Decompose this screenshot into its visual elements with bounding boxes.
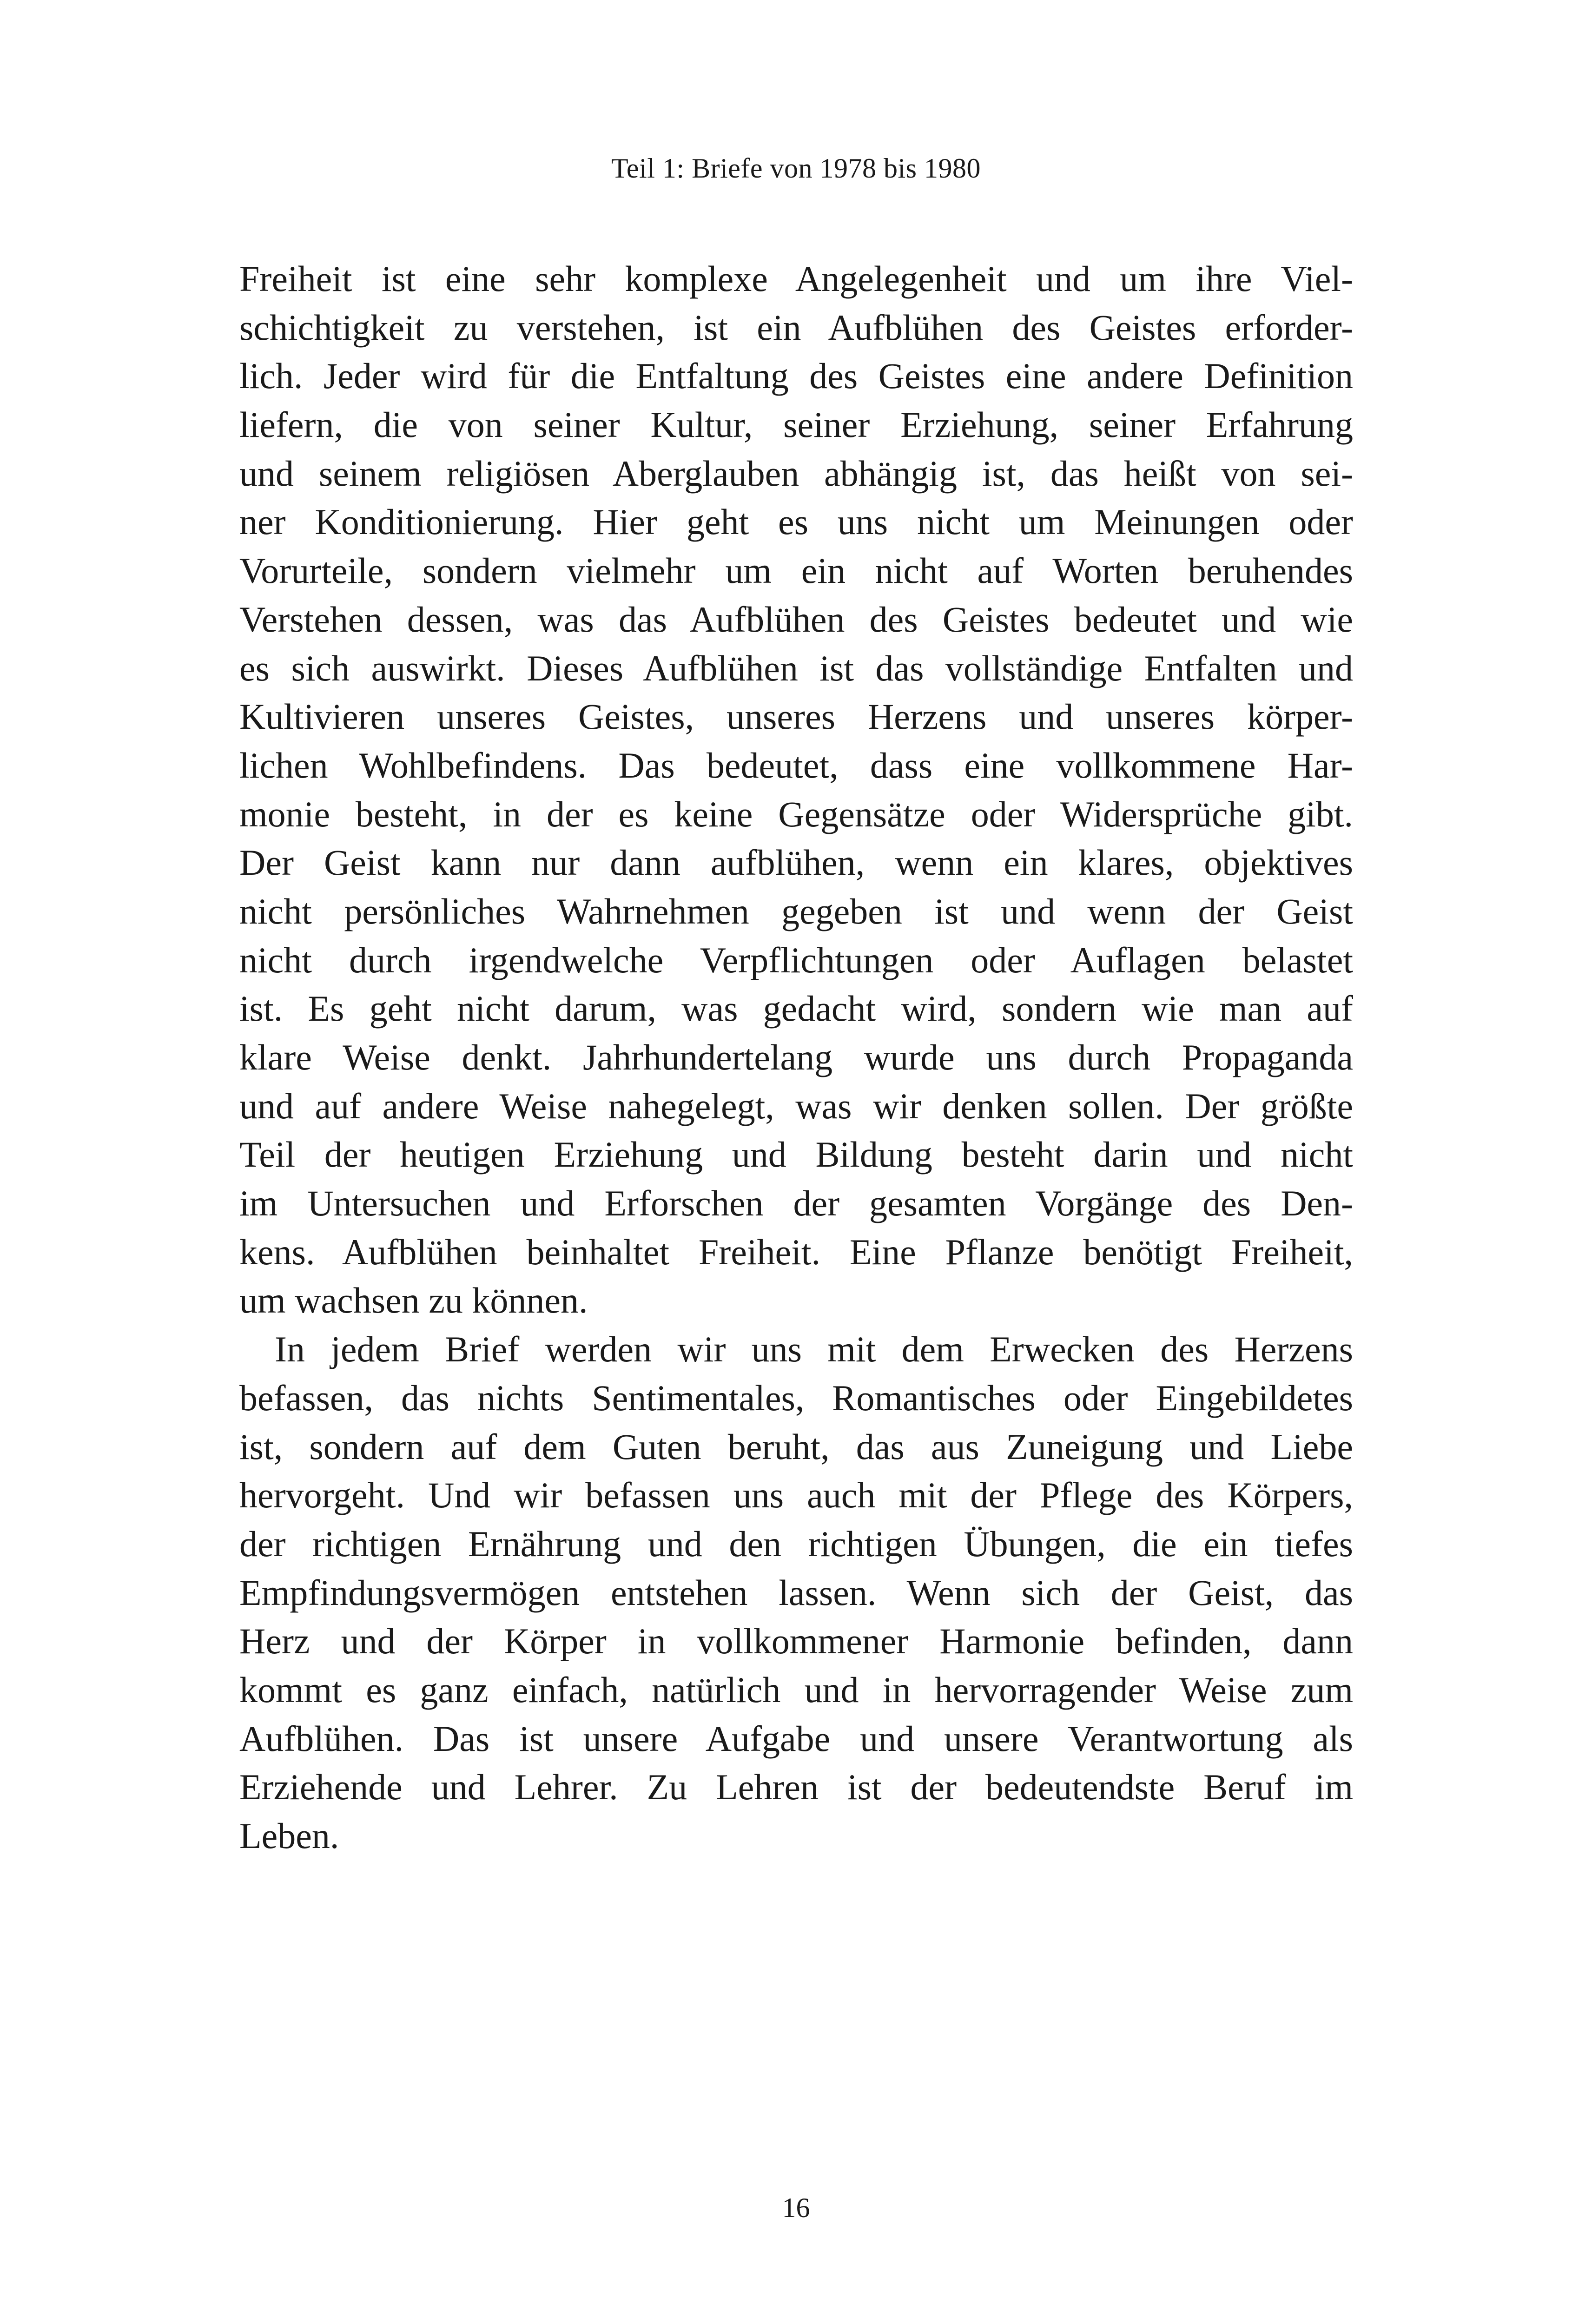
text-line: Verstehen dessen, was das Aufblühen des Geistes bedeutet und wie xyxy=(239,599,1353,640)
text-line: es sich auswirkt. Dieses Aufblühen ist das vollständige Entfalten und xyxy=(239,647,1353,688)
paragraph xyxy=(239,1325,1353,1861)
text-line: Herz und der Körper in vollkommener Harmonie befinden, dann xyxy=(239,1621,1353,1662)
text-line: und seinem religiösen Aberglauben abhängig ist, das heißt von sei- xyxy=(239,453,1353,494)
text-line: Freiheit ist eine sehr komplexe Angelegenheit und um ihre Viel- xyxy=(239,258,1353,299)
text-line: nicht durch irgendwelche Verpflichtungen oder Auflagen belastet xyxy=(239,939,1353,980)
text-line: In jedem Brief werden wir uns mit dem Erwecken des Herzens xyxy=(275,1329,1353,1370)
text-line: ist, sondern auf dem Guten beruht, das aus Zuneigung und Liebe xyxy=(239,1426,1353,1467)
page-number: 16 xyxy=(782,2192,810,2223)
text-line: Der Geist kann nur dann aufblühen, wenn ein klares, objektives xyxy=(239,842,1353,883)
paragraph xyxy=(239,255,1353,1325)
text-line: kommt es ganz einfach, natürlich und in hervorragender Weise zum xyxy=(239,1669,1353,1710)
text-line: Vorurteile, sondern vielmehr um ein nicht auf Worten beruhendes xyxy=(239,550,1353,591)
text-line: im Untersuchen und Erforschen der gesamten Vorgänge des Den- xyxy=(239,1183,1353,1224)
text-line: monie besteht, in der es keine Gegensätze oder Widersprüche gibt. xyxy=(239,793,1353,834)
text-line: um wachsen zu können. xyxy=(239,1280,588,1321)
text-line: ist. Es geht nicht darum, was gedacht wird, sondern wie man auf xyxy=(239,988,1353,1029)
text-line: Leben. xyxy=(239,1816,339,1856)
text-line: Kultivieren unseres Geistes, unseres Herzens und unseres körper- xyxy=(239,696,1353,737)
text-line: Erziehende und Lehrer. Zu Lehren ist der bedeutendste Beruf im xyxy=(239,1767,1353,1808)
text-line: der richtigen Ernährung und den richtigen Übungen, die ein tiefes xyxy=(239,1523,1353,1564)
text-line: ner Konditionierung. Hier geht es uns nicht um Meinungen oder xyxy=(239,502,1353,542)
text-line: liefern, die von seiner Kultur, seiner Erziehung, seiner Erfahrung xyxy=(239,404,1353,445)
text-line: nicht persönliches Wahrnehmen gegeben ist und wenn der Geist xyxy=(239,891,1353,931)
text-line: Empfindungsvermögen entstehen lassen. Wenn sich der Geist, das xyxy=(239,1572,1353,1613)
body-text xyxy=(239,255,1353,1861)
running-head: Teil 1: Briefe von 1978 bis 1980 xyxy=(611,153,981,184)
text-line: lichen Wohlbefindens. Das bedeutet, dass eine vollkommene Har- xyxy=(239,745,1353,786)
text-line: klare Weise denkt. Jahrhundertelang wurde uns durch Propaganda xyxy=(239,1037,1353,1077)
text-line: hervorgeht. Und wir befassen uns auch mit der Pflege des Körpers, xyxy=(239,1475,1353,1516)
text-line: befassen, das nichts Sentimentales, Romantisches oder Eingebildetes xyxy=(239,1377,1353,1418)
text-line: Teil der heutigen Erziehung und Bildung besteht darin und nicht xyxy=(239,1134,1353,1175)
text-line: Aufblühen. Das ist unsere Aufgabe und unsere Verantwortung als xyxy=(239,1718,1353,1759)
text-line: lich. Jeder wird für die Entfaltung des Geistes eine andere Definition xyxy=(239,356,1353,396)
text-line: kens. Aufblühen beinhaltet Freiheit. Eine Pflanze benötigt Freiheit, xyxy=(239,1231,1353,1272)
text-line: und auf andere Weise nahegelegt, was wir denken sollen. Der größte xyxy=(239,1085,1353,1126)
text-line: schichtigkeit zu verstehen, ist ein Aufblühen des Geistes erforder- xyxy=(239,307,1353,348)
